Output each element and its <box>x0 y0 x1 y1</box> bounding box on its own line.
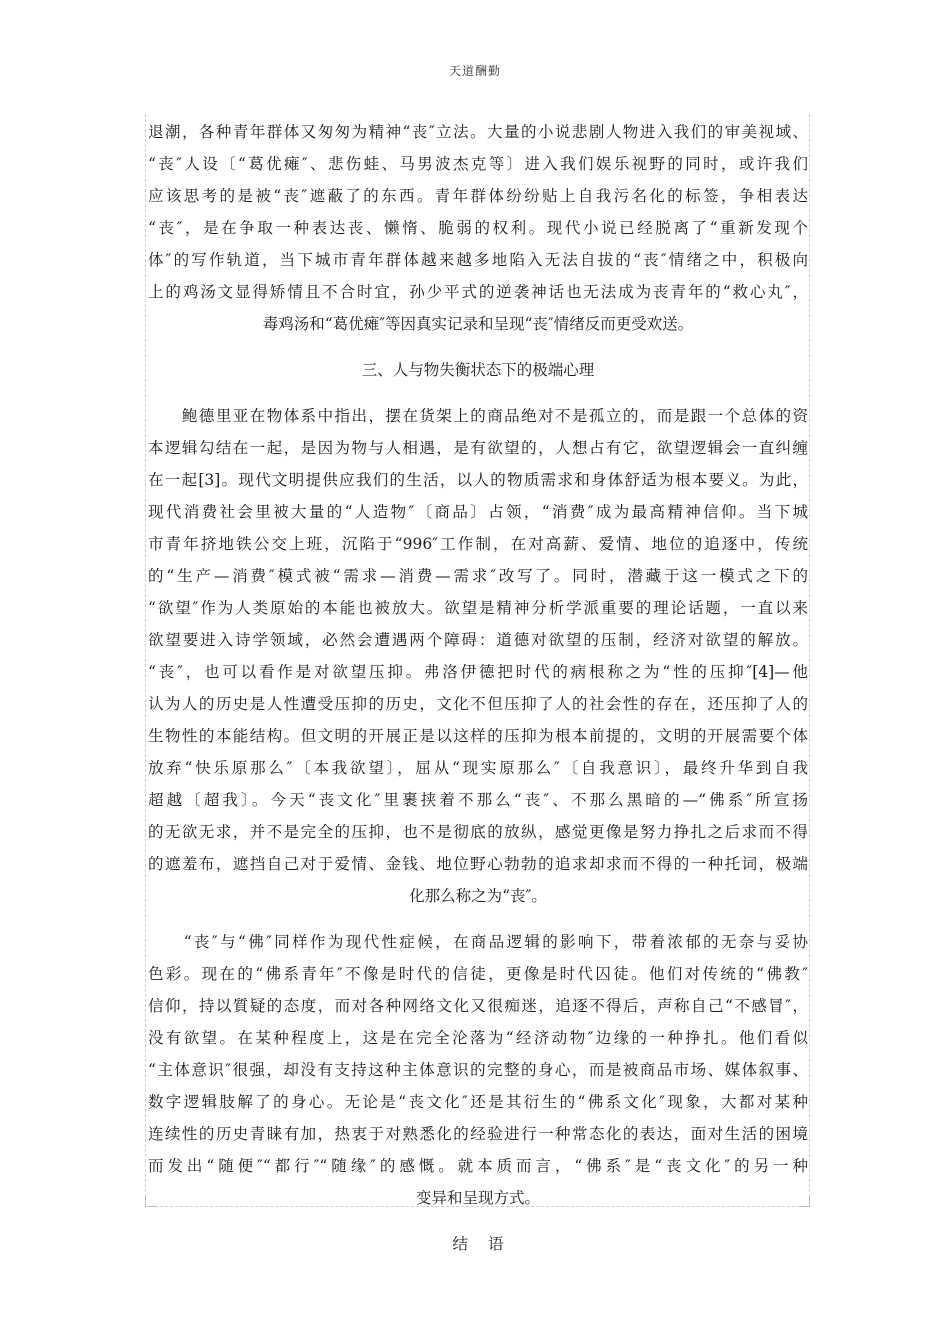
paragraph-1 <box>148 116 808 340</box>
text-line: 体″的写作轨道，当下城市青年群体越来越多地陷入无法自拔的“丧″情绪之中，积极向 <box>148 251 808 269</box>
paragraph-2 <box>148 400 808 912</box>
text-line: 色彩。现在的“佛系青年″不像是时代的信徒，更像是时代囚徒。他们对传统的“佛教″ <box>148 965 808 983</box>
text-line: 毒鸡汤和“葛优瘫″等因真实记录和呈现“丧″情绪反而更受欢送。 <box>262 315 694 333</box>
text-line: 数字逻辑肢解了的身心。无论是“丧文化″还是其衍生的“佛系文化″现象，大都对某种 <box>148 1093 808 1111</box>
conclusion-heading: 结语 <box>452 1235 524 1253</box>
text-line: 的“生产—消费″模式被“需求—消费—需求″改写了。同时，潜藏于这一模式之下的 <box>148 567 808 585</box>
text-line: “丧″与“佛″同样作为现代性症候，在商品逻辑的影响下，带着浓郁的无奈与妥协 <box>148 933 808 951</box>
text-line: 放弃“快乐原那么″〔本我欲望〕，屈从“现实原那么″〔自我意识〕，最终升华到自我 <box>148 759 808 777</box>
text-line: “丧″人设〔“葛优瘫″、悲伤蛙、马男波杰克等〕进入我们娱乐视野的同时，或许我们 <box>148 155 808 173</box>
text-line: “欲望″作为人类原始的本能也被放大。欲望是精神分析学派重要的理论话题，一直以来 <box>148 599 808 617</box>
text-line: 化那么称之为“丧″。 <box>409 887 547 905</box>
text-line: 信仰，持以質疑的态度，而对各种网络文化又很痴迷，追逐不得后，声称自己“不感冒″， <box>148 997 808 1015</box>
text-line: 而发出“随便″“都行″“随缘″的感慨。就本质而言，“佛系″是“丧文化″的另一种 <box>148 1157 808 1175</box>
text-line: 上的鸡汤文显得矫情且不合时宜，孙少平式的逆袭神话也无法成为丧青年的“救心丸″， <box>148 283 808 301</box>
text-line: “主体意识″很强，却没有支持这种主体意识的完整的身心，而是被商品市场、媒体叙事、 <box>148 1061 808 1079</box>
text-line: “丧″，也可以看作是对欲望压抑。弗洛伊德把时代的病根称之为“性的压抑″[4]—他 <box>148 663 808 681</box>
text-line: 的无欲无求，并不是完全的压抑，也不是彻底的放纵，感觉更像是努力挣扎之后求而不得 <box>148 823 808 841</box>
text-line: 生物性的本能结构。但文明的开展正是以这样的压抑为根本前提的，文明的开展需要个体 <box>148 727 808 745</box>
document-body <box>148 116 808 1260</box>
text-line: 欲望要进入诗学领域，必然会遭遇两个障碍：道德对欲望的压制，经济对欲望的解放。 <box>148 631 808 649</box>
text-line: “丧″，是在争取一种表达丧、懒惰、脆弱的权利。现代小说已经脱离了“重新发现个 <box>148 219 808 237</box>
section-heading-3: 三、人与物失衡状态下的极端心理 <box>361 361 595 379</box>
page-header: 天道酬勤 <box>448 64 501 78</box>
text-line: 退潮，各种青年群体又匆匆为精神“丧″立法。大量的小说悲剧人物进入我们的审美视域、 <box>148 123 808 141</box>
text-line: 变异和呈现方式。 <box>415 1189 540 1207</box>
text-line: 鲍德里亚在物体系中指出，摆在货架上的商品绝对不是孤立的，而是跟一个总体的资 <box>148 407 808 425</box>
text-line: 在一起[3]。现代文明提供应我们的生活，以人的物质需求和身体舒适为根本要义。为此， <box>148 471 808 489</box>
text-line: 认为人的历史是人性遭受压抑的历史，文化不但压抑了人的社会性的存在，还压抑了人的 <box>148 695 808 713</box>
text-line: 连续性的历史青睐有加，热衷于对熟悉化的经验进行一种常态化的表达，面对生活的困境 <box>148 1125 808 1143</box>
text-line: 现代消费社会里被大量的“人造物″〔商品〕占领，“消费″成为最高精神信仰。当下城 <box>148 503 808 521</box>
text-line: 超越〔超我〕。今天“丧文化″里裹挟着不那么“丧″、不那么黑暗的—“佛系″所宣扬 <box>148 791 808 809</box>
text-line: 的遮羞布，遮挡自己对于爱情、金钱、地位野心勃勃的追求却求而不得的一种托词，极端 <box>148 855 808 873</box>
text-line: 市青年挤地铁公交上班，沉陷于“996″工作制，在对高薪、爱情、地位的追逐中，传统 <box>148 535 808 553</box>
paragraph-3 <box>148 926 808 1214</box>
text-line: 本逻辑勾结在一起，是因为物与人相遇，是有欲望的，人想占有它，欲望逻辑会一直纠缠 <box>148 439 808 457</box>
text-line: 应该思考的是被“丧″遮蔽了的东西。青年群体纷纷贴上自我污名化的标签，争相表达 <box>148 187 808 205</box>
text-line: 没有欲望。在某种程度上，这是在完全沦落为“经济动物″边缘的一种挣扎。他们看似 <box>148 1029 808 1047</box>
